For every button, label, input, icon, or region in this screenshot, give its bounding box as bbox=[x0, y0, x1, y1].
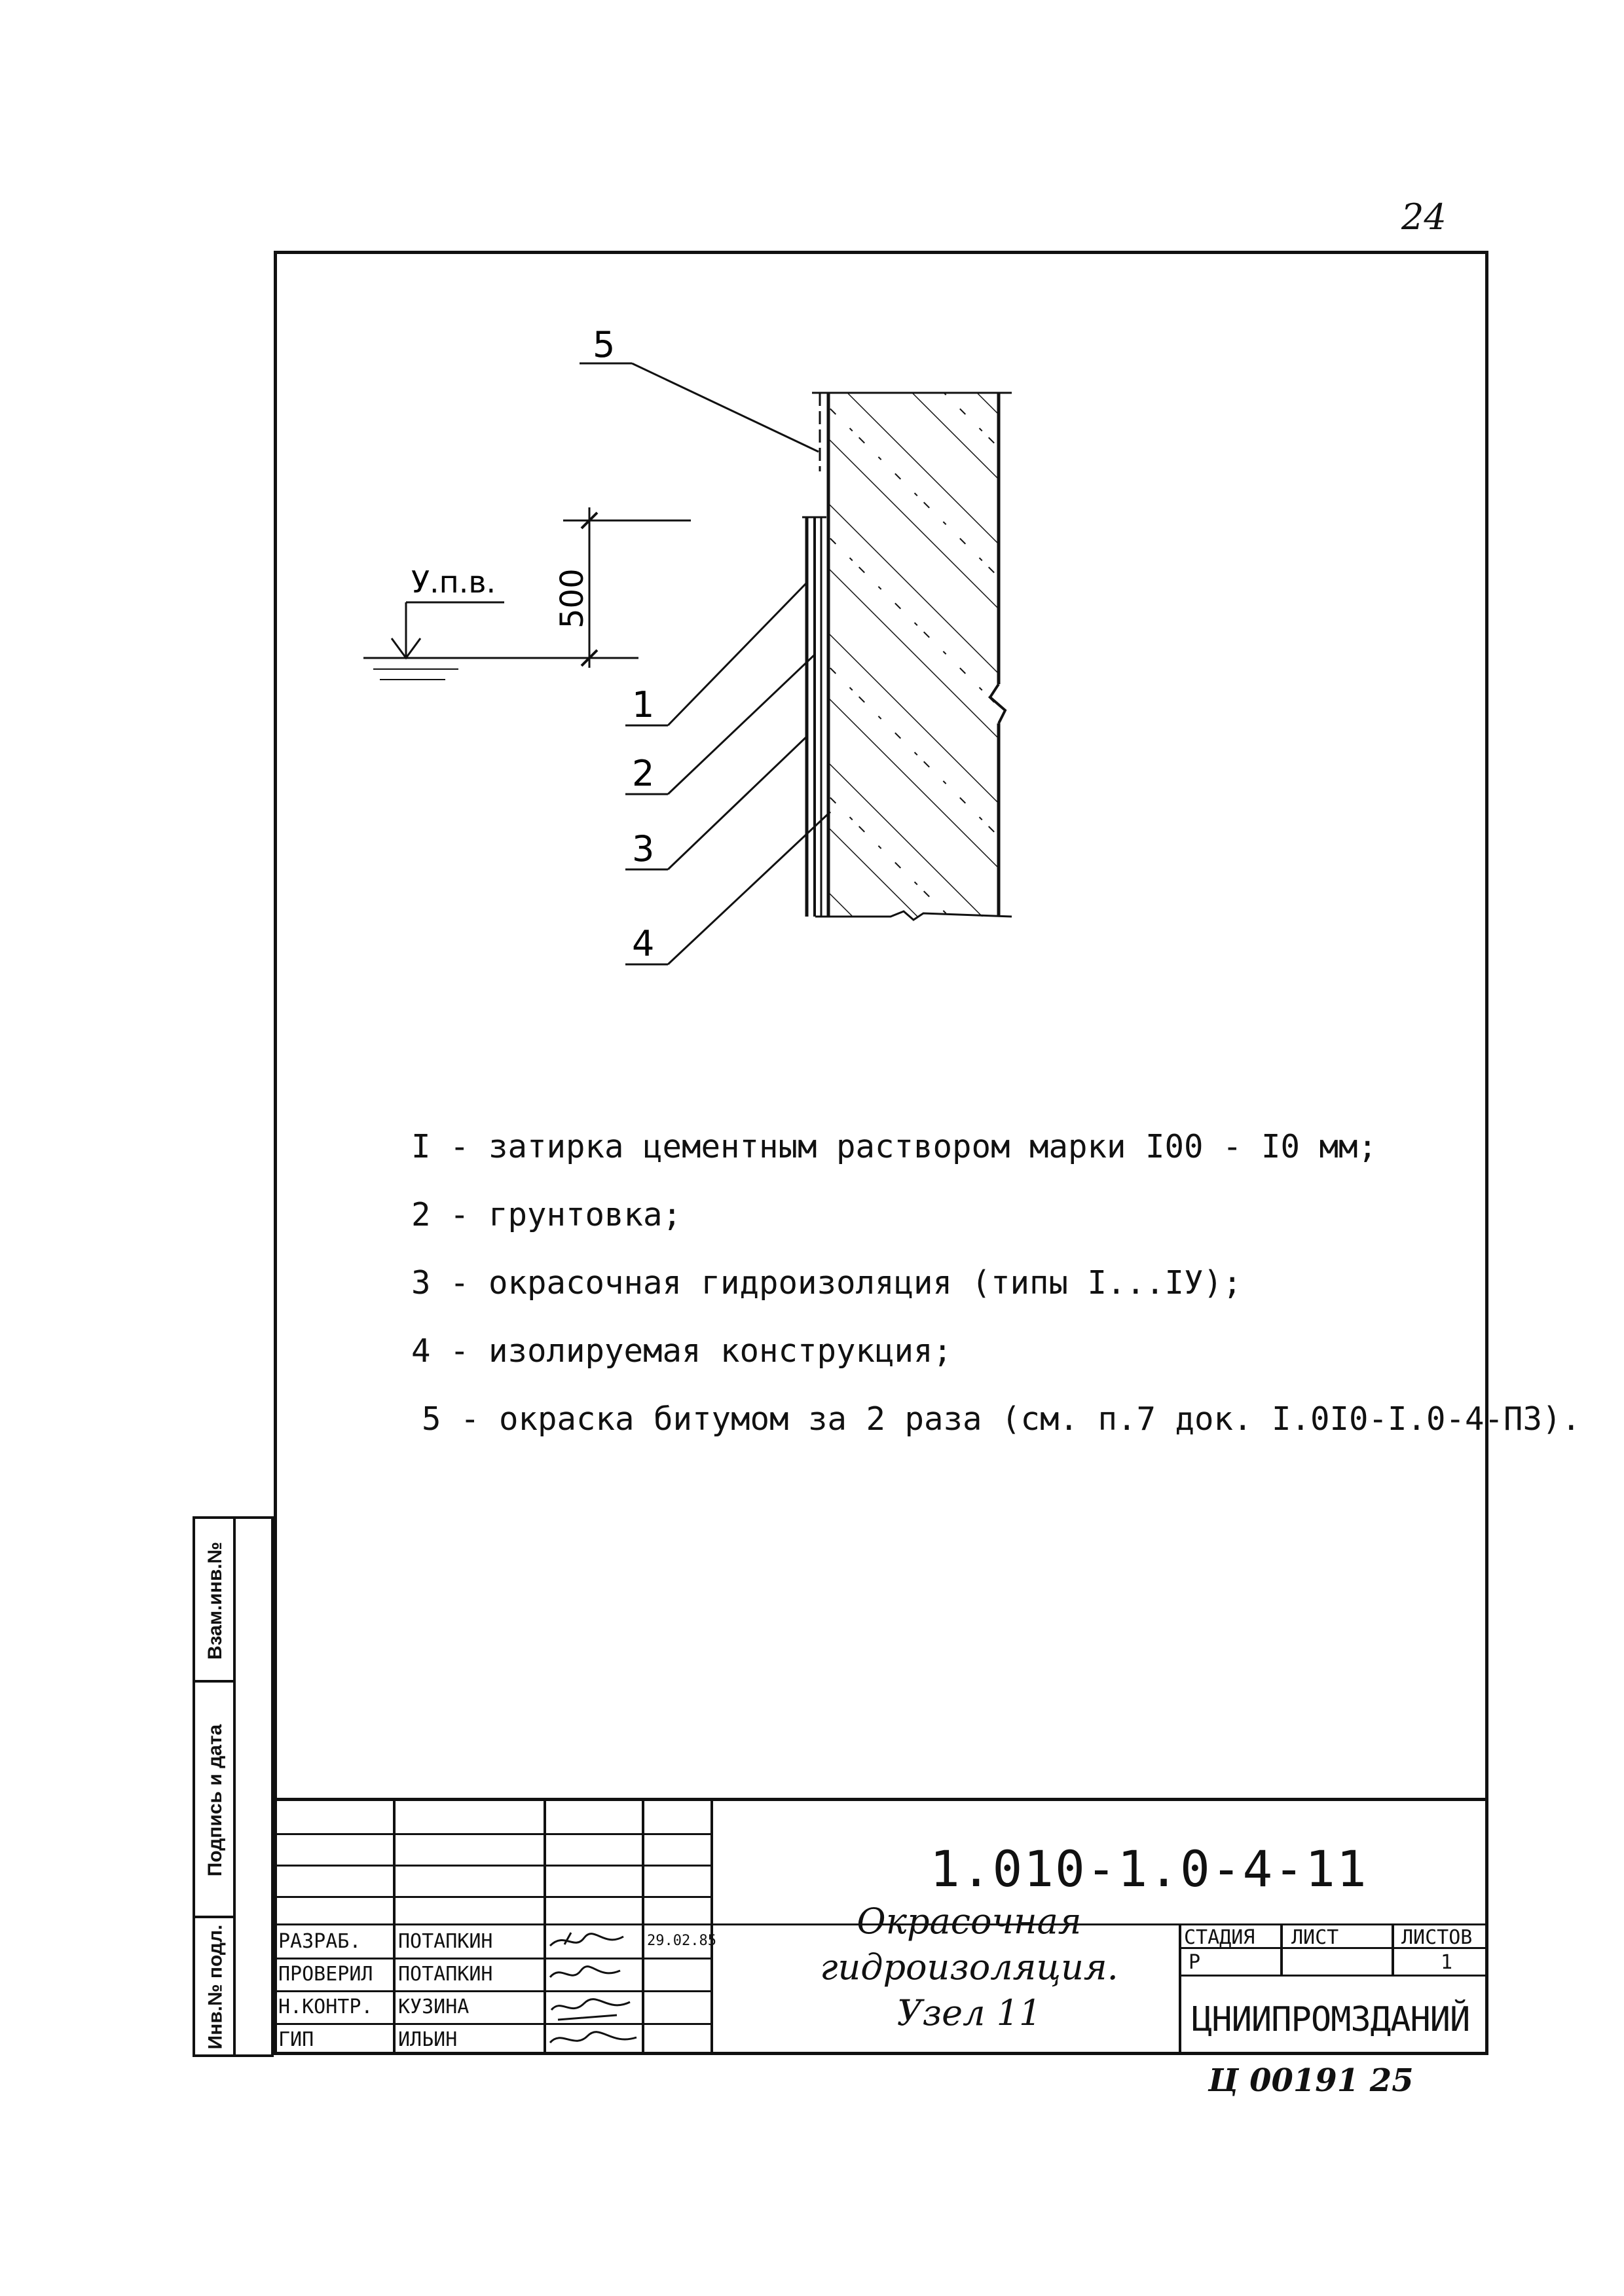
callout-label-1: 1 bbox=[632, 684, 655, 725]
organization: ЦНИИПРОМЗДАНИЙ bbox=[1192, 2000, 1470, 2039]
staff-name-2: ПОТАПКИН bbox=[398, 1963, 493, 1986]
archive-number: Ц 00191 25 bbox=[1208, 2062, 1414, 2099]
side-label-signature: Подпись и дата bbox=[204, 1724, 227, 1877]
callout-label-4: 4 bbox=[632, 923, 655, 964]
legend bbox=[411, 1113, 1581, 1453]
dimension-value: 500 bbox=[554, 568, 591, 629]
staff-name-3: КУЗИНА bbox=[398, 1995, 470, 2018]
staff-date-1: 29.02.85 bbox=[647, 1933, 716, 1949]
legend-item-1: I - затирка цементным раствором марки I00 - I0 мм; bbox=[411, 1128, 1378, 1165]
staff-role-1: РАЗРАБ. bbox=[278, 1930, 361, 1953]
side-stamp bbox=[193, 1516, 274, 2057]
stage-value: Р bbox=[1189, 1951, 1201, 1974]
signatures bbox=[545, 1925, 642, 2055]
legend-item-4: 4 - изолируемая конструкция; bbox=[411, 1332, 953, 1370]
callout-label-2: 2 bbox=[632, 753, 655, 794]
callout-4 bbox=[625, 812, 830, 964]
drawing-title: Окрасочная гидроизоляция. Узел 11 bbox=[820, 1901, 1118, 2033]
water-level-label: У.п.в. bbox=[411, 564, 496, 600]
callout-label-3: 3 bbox=[632, 828, 655, 869]
side-label-inventory: Инв.№ подл. bbox=[204, 1924, 227, 2050]
staff-name-1: ПОТАПКИН bbox=[398, 1930, 493, 1953]
callout-5 bbox=[580, 324, 819, 452]
document-designation: 1.010-1.0-4-11 bbox=[930, 1840, 1368, 1898]
sheet-number: 24 bbox=[1401, 196, 1447, 238]
legend-item-5: 5 - окраска битумом за 2 раза (см. п.7 док. I.0I0-I.0-4-ПЗ). bbox=[422, 1400, 1581, 1438]
sheet-header: ЛИСТ bbox=[1291, 1926, 1339, 1949]
side-label-replacement: Взам.инв.№ bbox=[204, 1541, 226, 1660]
callout-1 bbox=[625, 583, 807, 725]
legend-item-2: 2 - грунтовка; bbox=[411, 1196, 682, 1233]
staff-name-4: ИЛЬИН bbox=[398, 2028, 458, 2051]
staff-role-2: ПРОВЕРИЛ bbox=[278, 1963, 373, 1986]
staff-role-4: ГИП bbox=[278, 2028, 314, 2051]
wall-section bbox=[812, 393, 1012, 920]
water-level-mark bbox=[363, 564, 632, 680]
dimension-500 bbox=[554, 507, 691, 668]
staff-role-3: Н.КОНТР. bbox=[278, 1995, 373, 2018]
callout-label-5: 5 bbox=[593, 324, 616, 365]
legend-item-3: 3 - окрасочная гидроизоляция (типы I...IУ); bbox=[411, 1264, 1242, 1302]
stage-header: СТАДИЯ bbox=[1184, 1926, 1255, 1949]
sheet-value: 1 bbox=[1441, 1951, 1453, 1974]
sheets-header: ЛИСТОВ bbox=[1401, 1926, 1473, 1949]
